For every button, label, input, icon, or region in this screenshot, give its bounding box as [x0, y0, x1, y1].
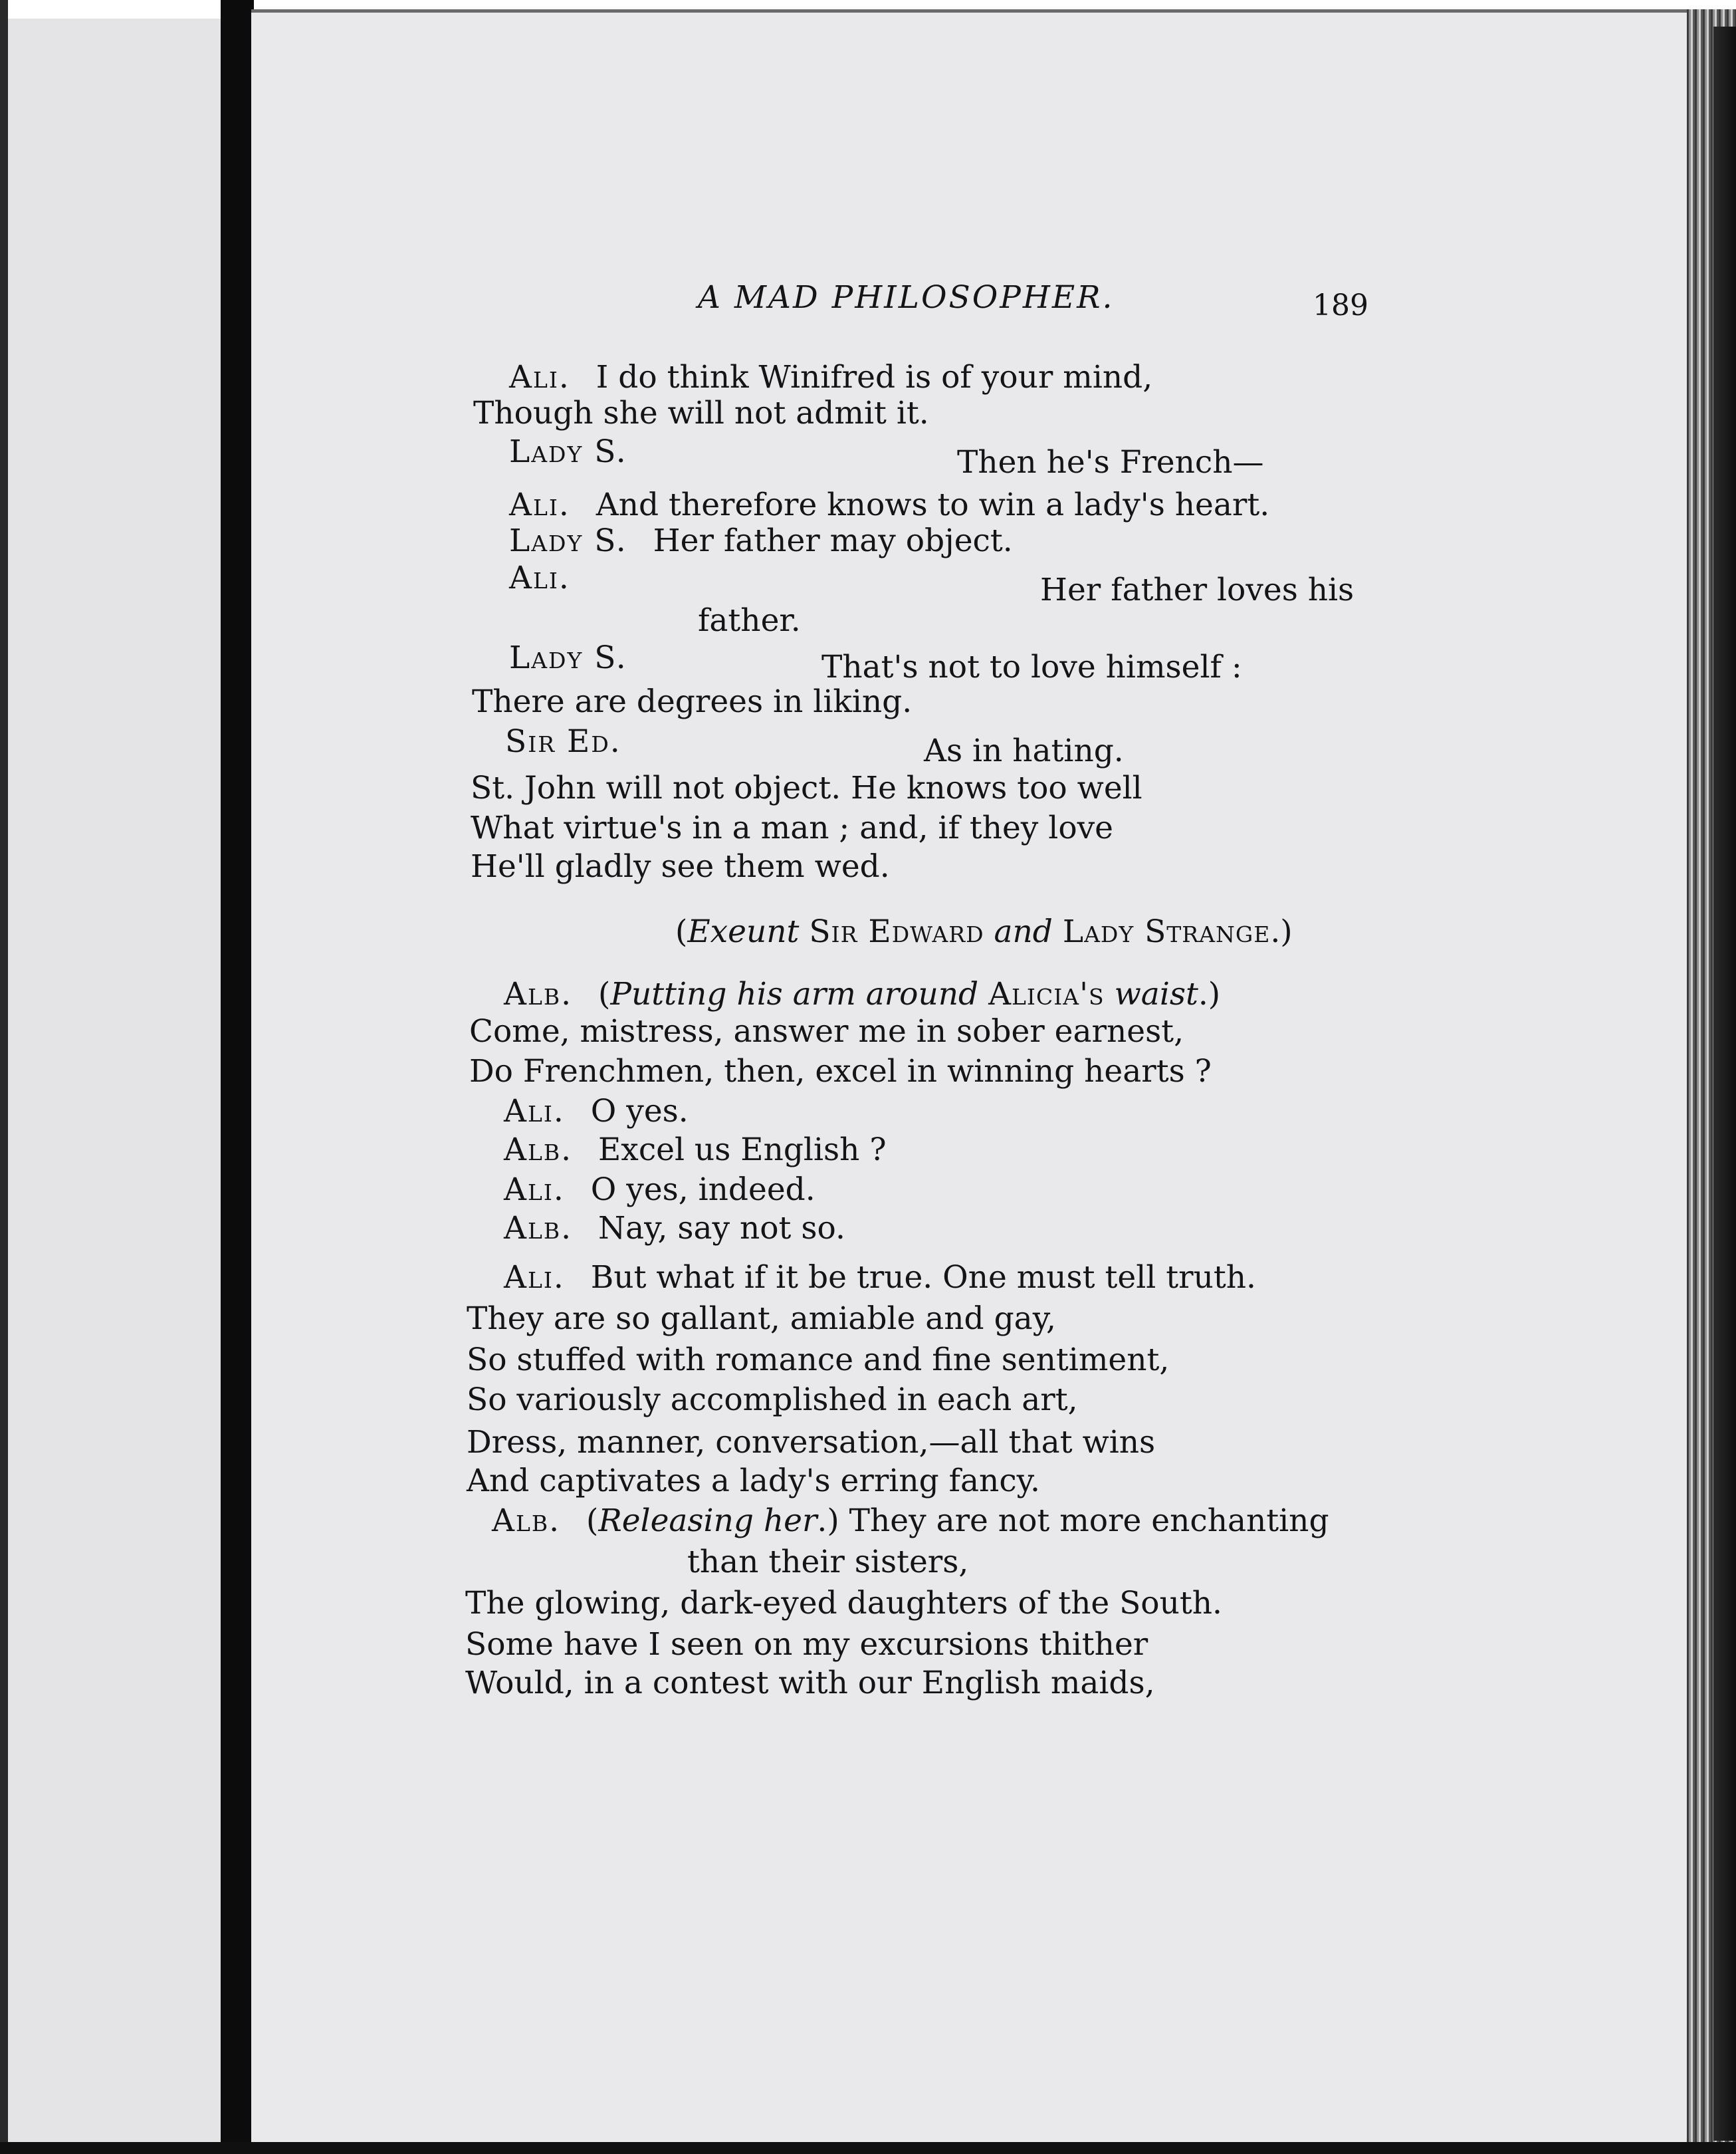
line-text: Come, mistress, answer me in sober earnest,: [469, 1013, 1184, 1050]
verse-line: [465, 1665, 1155, 1702]
stage-direction: Putting his arm around: [610, 976, 979, 1013]
scan-left-edge: [0, 0, 8, 2154]
verse-line: [687, 1544, 968, 1581]
line-text: As in hating.: [924, 733, 1124, 769]
line-text: St. John will not object. He knows too well: [471, 770, 1142, 806]
verse-line: [509, 640, 627, 677]
verse-line: [469, 1013, 1184, 1050]
speaker-name: Alb.: [492, 1502, 561, 1539]
line-text: O yes.: [590, 1093, 689, 1130]
line-text: Excel us English ?: [598, 1132, 887, 1168]
stage-direction: waist: [1114, 976, 1198, 1013]
verse-line: [509, 487, 1269, 524]
book-gutter: [221, 0, 254, 2154]
speaker-name: Ali.: [504, 1171, 565, 1208]
paren-open: (: [586, 1502, 599, 1539]
conjunction: and: [994, 913, 1053, 950]
speaker-name: Ali.: [504, 1259, 565, 1296]
line-text: What virtue's in a man ; and, if they love: [471, 810, 1113, 846]
speaker-name: Alb.: [504, 976, 573, 1013]
verse-line: [471, 810, 1113, 847]
verse-line: [471, 848, 890, 886]
line-text: Some have I seen on my excursions thither: [465, 1626, 1148, 1663]
line-text: Then he's French—: [957, 444, 1264, 481]
speaker-name: Ali.: [509, 487, 570, 523]
line-text: Though she will not admit it.: [473, 395, 929, 431]
speaker-name: Alb.: [504, 1132, 573, 1168]
line-text: Her father loves his: [1040, 572, 1355, 608]
line-text: Dress, manner, conversation,—all that wins: [467, 1424, 1156, 1461]
paren-close: .): [1270, 913, 1293, 950]
stage-direction-verb: Exeunt: [687, 913, 800, 950]
running-title: A MAD PHILOSOPHER.: [698, 279, 1115, 316]
space: [1053, 913, 1063, 950]
verse-line: [509, 560, 570, 597]
space: [984, 913, 994, 950]
verse-line: [467, 1342, 1169, 1379]
line-text: Nay, say not so.: [598, 1210, 845, 1247]
facing-page: [0, 19, 222, 2154]
verse-line: [924, 733, 1124, 770]
paren-close: .): [817, 1502, 839, 1539]
page-number: 189: [1313, 289, 1368, 322]
verse-line: [504, 1259, 1256, 1296]
verse-line: [504, 1132, 887, 1169]
verse-line: [473, 395, 929, 432]
verse-line: [698, 602, 801, 640]
verse-line: [509, 433, 627, 471]
line-text: Would, in a contest with our English maids,: [465, 1665, 1155, 1701]
line-text: And captivates a lady's erring fancy.: [467, 1463, 1040, 1499]
verse-line: [471, 770, 1142, 807]
line-text: So variously accomplished in each art,: [467, 1381, 1078, 1418]
line-text: The glowing, dark-eyed daughters of the South.: [465, 1585, 1222, 1621]
character-name: Sir Edward: [809, 913, 984, 950]
verse-line: [821, 649, 1242, 686]
verse-line: [492, 1502, 1329, 1540]
scan-bottom-edge: [0, 2142, 1736, 2154]
verse-line: [465, 1626, 1148, 1663]
character-name: Lady Strange: [1062, 913, 1271, 950]
stage-direction: Releasing her: [598, 1502, 817, 1539]
line-text: than their sisters,: [687, 1544, 969, 1580]
speaker-name: Ali.: [509, 359, 570, 396]
line-text: That's not to love himself :: [821, 649, 1242, 685]
verse-line: [957, 444, 1263, 481]
speaker-name: Ali.: [504, 1093, 565, 1130]
page-edge-shadow: [1713, 27, 1736, 2141]
speaker-name: Lady S.: [509, 433, 627, 470]
verse-line: [504, 1171, 815, 1209]
line-text: Her father may object.: [653, 523, 1013, 559]
verse-line: [467, 1300, 1056, 1338]
line-text: There are degrees in liking.: [472, 683, 913, 720]
verse-line: [467, 1424, 1155, 1461]
verse-line: [504, 976, 1220, 1013]
line-text: Do Frenchmen, then, excel in winning hearts ?: [469, 1053, 1212, 1090]
verse-line: [505, 723, 621, 761]
character-name: Alicia's: [988, 976, 1105, 1013]
speaker-name: Ali.: [509, 560, 570, 596]
paren-open: (: [675, 913, 688, 950]
line-text: So stuffed with romance and fine sentiment,: [467, 1342, 1170, 1378]
space: [799, 913, 809, 950]
space: [978, 976, 988, 1013]
speaker-name: Alb.: [504, 1210, 573, 1247]
paren-close: .): [1198, 976, 1221, 1013]
speaker-name: Lady S.: [509, 523, 627, 559]
line-text: I do think Winifred is of your mind,: [596, 359, 1153, 396]
verse-line: [467, 1381, 1078, 1419]
line-text: But what if it be true. One must tell truth.: [590, 1259, 1256, 1296]
verse-line: [504, 1210, 845, 1247]
verse-line: [509, 523, 1013, 560]
verse-line: [509, 359, 1152, 396]
line-text: And therefore knows to win a lady's heart.: [596, 487, 1270, 523]
verse-line: [467, 1463, 1040, 1500]
verse-line: [1040, 572, 1354, 609]
line-text: They are so gallant, amiable and gay,: [467, 1300, 1056, 1337]
verse-line: [469, 1053, 1212, 1090]
verse-line: [472, 683, 912, 721]
line-text: O yes, indeed.: [590, 1171, 815, 1208]
speaker-name: Lady S.: [509, 640, 627, 676]
stage-direction: [675, 913, 1293, 951]
speaker-name: Sir Ed.: [505, 723, 621, 760]
line-text: They are not more enchanting: [839, 1502, 1329, 1539]
paren-open: (: [598, 976, 611, 1013]
space: [1105, 976, 1115, 1013]
line-text: father.: [698, 602, 801, 639]
line-text: He'll gladly see them wed.: [471, 848, 890, 885]
verse-line: [504, 1093, 689, 1130]
verse-line: [465, 1585, 1222, 1622]
